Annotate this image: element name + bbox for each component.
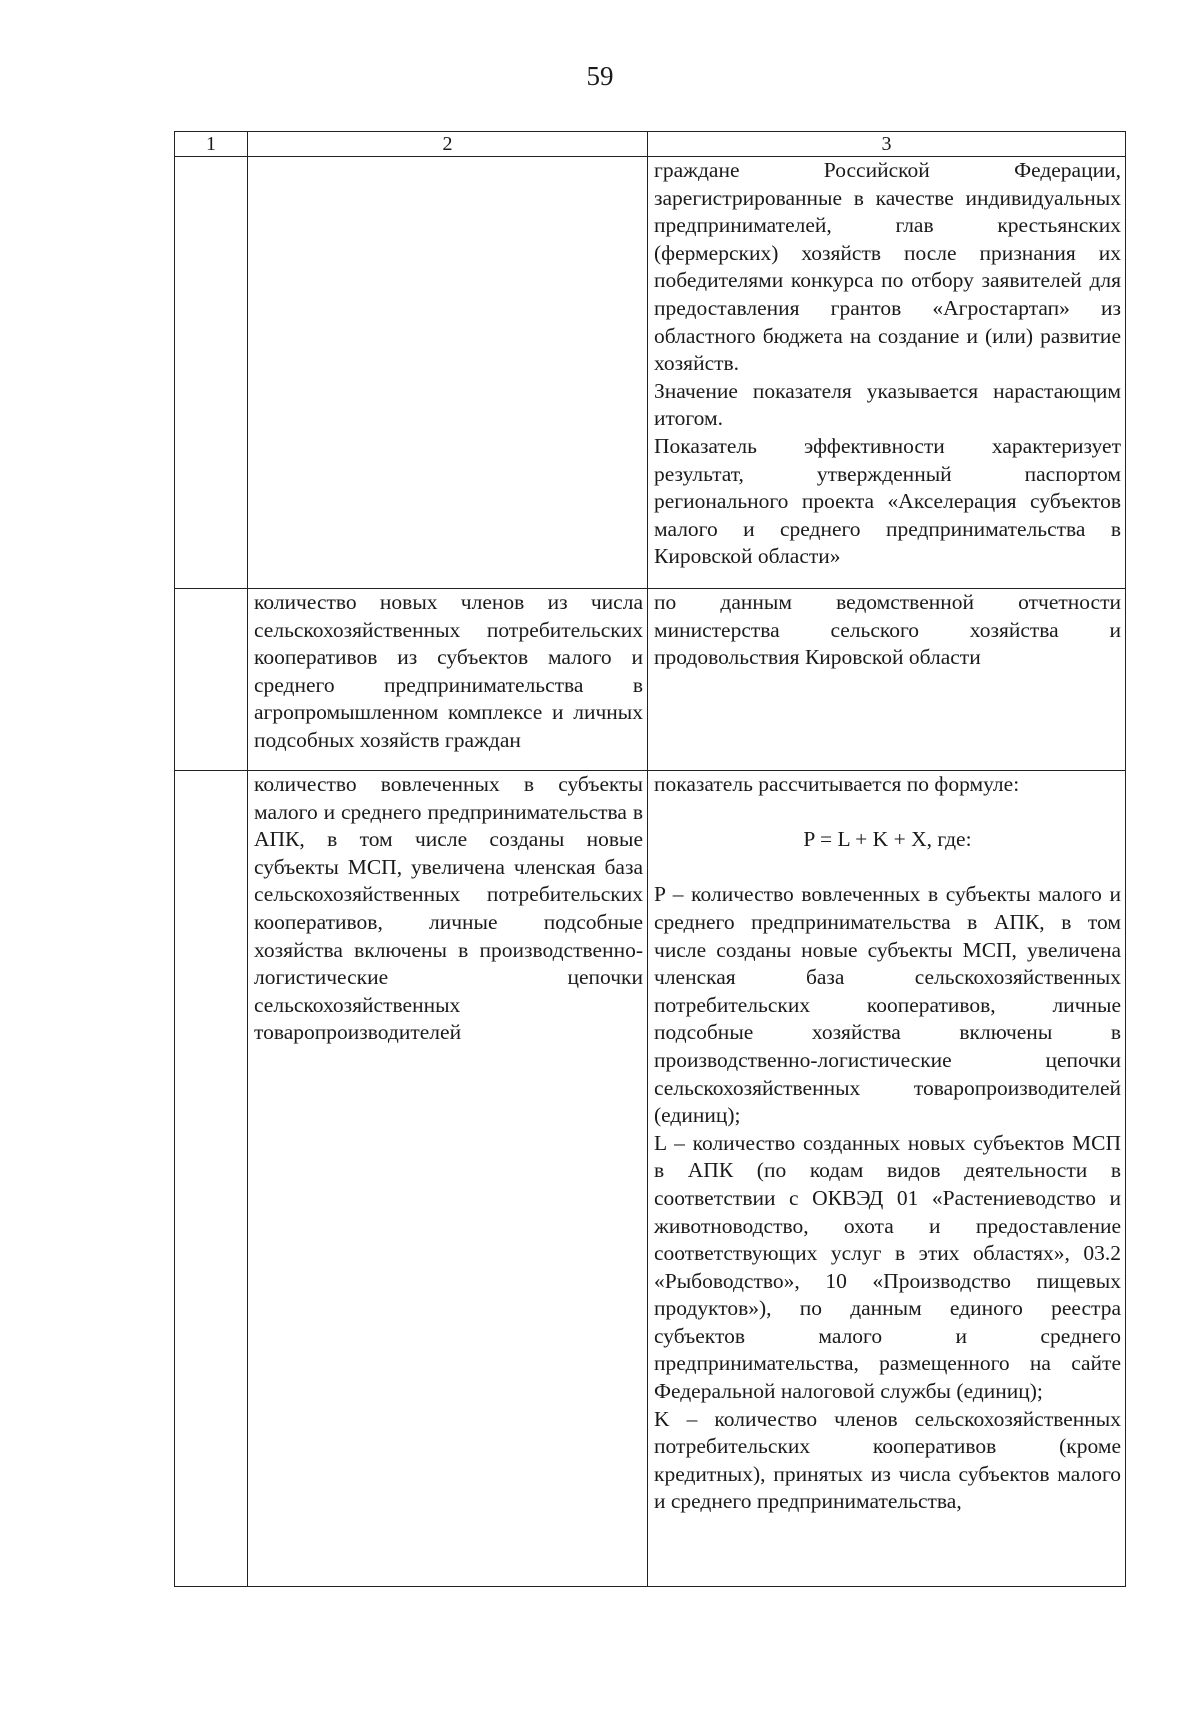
- row3-col3-para-p: P – количество вовлеченных в субъекты малого и среднего предпринимательства в АПК, в том числе созданы новые субъекты МСП, увеличена членская база сельскохозяйственных потребительских кооперативов, личные подсобные хозяйства включены в производственно-логистические цепочки сельскохозяйственных товаропроизводителей (единиц);: [654, 882, 1121, 1128]
- page-number: 59: [586, 61, 614, 91]
- header-cell-1: 1: [175, 132, 248, 157]
- row3-col3-intro: показатель рассчитывается по формуле:: [654, 772, 1020, 796]
- row3-col3-para-k: K – количество членов сельскохозяйственных потребительских кооперативов (кроме кредитных), принятых из числа субъектов малого и среднего предпринимательства,: [654, 1406, 1121, 1514]
- table-row: [175, 589, 1126, 771]
- row2-col3-para-1: по данным ведомственной отчетности министерства сельского хозяйства и продовольствия Кировской области: [654, 590, 1121, 670]
- row1-col3: [648, 157, 1126, 589]
- row2-col3: [648, 589, 1126, 771]
- header-cell-3: 3: [648, 132, 1126, 157]
- row2-col1: [175, 589, 248, 771]
- header-cell-2: 2: [248, 132, 648, 157]
- table-row: [175, 157, 1126, 589]
- table-row: [175, 771, 1126, 1587]
- table-header-row: [175, 132, 1126, 157]
- row3-col1: [175, 771, 248, 1587]
- row3-col3-para-l: L – количество созданных новых субъектов МСП в АПК (по кодам видов деятельности в соответствии с ОКВЭД 01 «Растениеводство и животноводство, охота и предоставление соответствующих услуг в этих областях», 03.2 «Рыбоводство», 10 «Производство пищевых продуктов»), по данным единого реестра субъектов малого и среднего предпринимательства, размещенного на сайте Федеральной налоговой службы (единиц);: [654, 1130, 1121, 1404]
- row1-col3-para-3: Показатель эффективности характеризует результат, утвержденный паспортом регионального проекта «Акселерация субъектов малого и среднего предпринимательства в Кировской области»: [654, 433, 1121, 569]
- row1-col2: [248, 157, 648, 589]
- row3-col2: количество вовлеченных в субъекты малого и среднего предпринимательства в АПК, в том числе созданы новые субъекты МСП, увеличена членская база сельскохозяйственных потребительских кооперативов, личные подсобные хозяйства включены в производственно-логистические цепочки сельскохозяйственных товаропроизводителей: [248, 771, 648, 1587]
- data-table: [174, 131, 1126, 1587]
- row3-col3-formula: P = L + K + X, где:: [803, 827, 972, 852]
- row1-col1: [175, 157, 248, 589]
- row2-col2: количество новых членов из числа сельскохозяйственных потребительских кооперативов из субъектов малого и среднего предпринимательства в агропромышленном комплексе и личных подсобных хозяйств граждан: [248, 589, 648, 771]
- row3-col3: [648, 771, 1126, 1587]
- row1-col3-para-1: граждане Российской Федерации, зарегистрированные в качестве индивидуальных предпринимателей, глав крестьянских (фермерских) хозяйств после признания их победителями конкурса по отбору заявителей для предоставления грантов «Агростартап» из областного бюджета на создание и (или) развитие хозяйств.: [654, 158, 1121, 376]
- row1-col3-para-2: Значение показателя указывается нарастающим итогом.: [654, 378, 1121, 431]
